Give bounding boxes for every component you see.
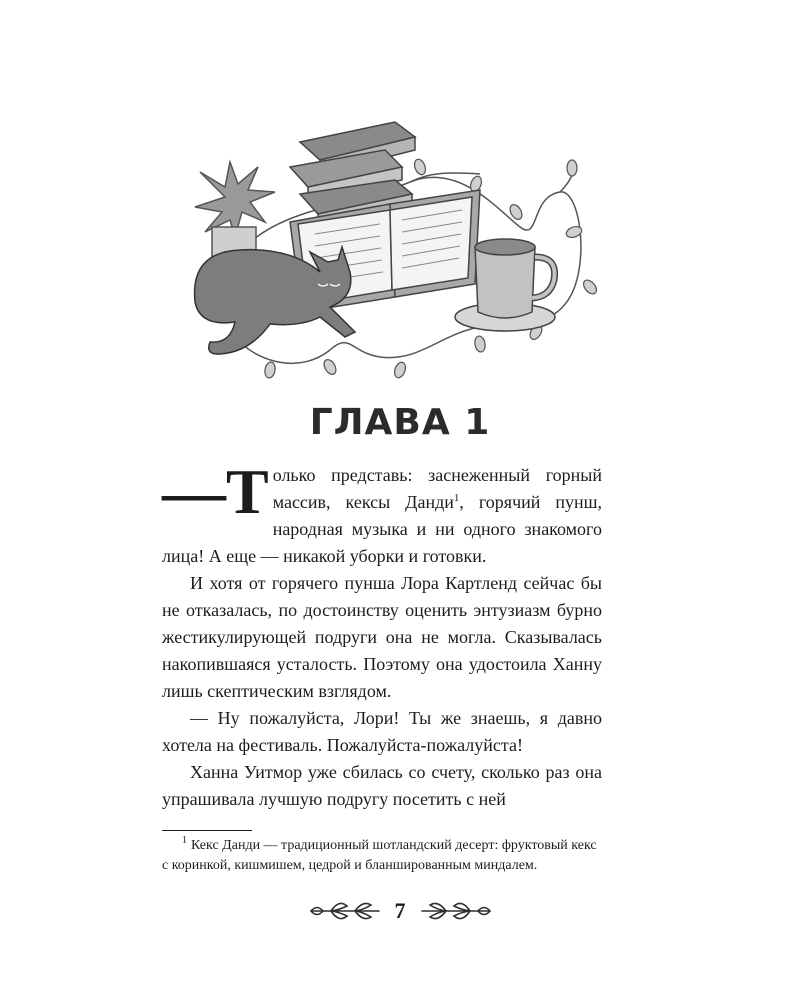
footnote-number: 1 [182,835,187,847]
body-text [162,456,602,813]
paragraph-1-text: олько представь: заснеженный горный массив, кексы Данди [272,465,602,512]
page-footer [0,893,800,929]
paragraph-4: Ханна Уитмор уже сбилась со счету, сколько раз она упрашивала лучшую подругу посетить с ней [162,762,602,809]
footnote [162,836,602,876]
chapter-illustration [180,112,620,382]
chapter-title: ГЛАВА 1 [309,402,491,443]
paragraph-2: И хотя от горячего пунша Лора Картленд сейчас бы не отказалась, по достоинству оценить энтузиазм бурно жестикулирующей подруги она не могла. Сказывалась накопившаяся усталость. Поэтому она удостоила Ханну лишь скептическим взглядом. [162,573,602,701]
paragraph-3: — Ну пожалуйста, Лори! Ты же знаешь, я давно хотела на фестиваль. Пожалуйста-пожалуйста! [162,708,602,755]
right-leaf-ornament-icon [420,896,492,926]
drop-cap: —Т [162,456,269,527]
paragraph-1 [162,456,602,570]
page-number: 7 [394,898,406,923]
left-leaf-ornament-icon [309,896,381,926]
footnote-divider [162,830,252,831]
footnote-text: Кекс Данди — традиционный шотландский десерт: фруктовый кекс с коринкой, кишмишем, цедрой и бланшированным миндалем. [162,838,597,873]
cat-icon [195,247,355,354]
paragraph-1-text-end: , горячий пунш, народная музыка и ни одного знакомого лица! А еще — никакой уборки и готовки. [162,492,602,566]
footnote-marker[interactable]: 1 [453,492,460,504]
